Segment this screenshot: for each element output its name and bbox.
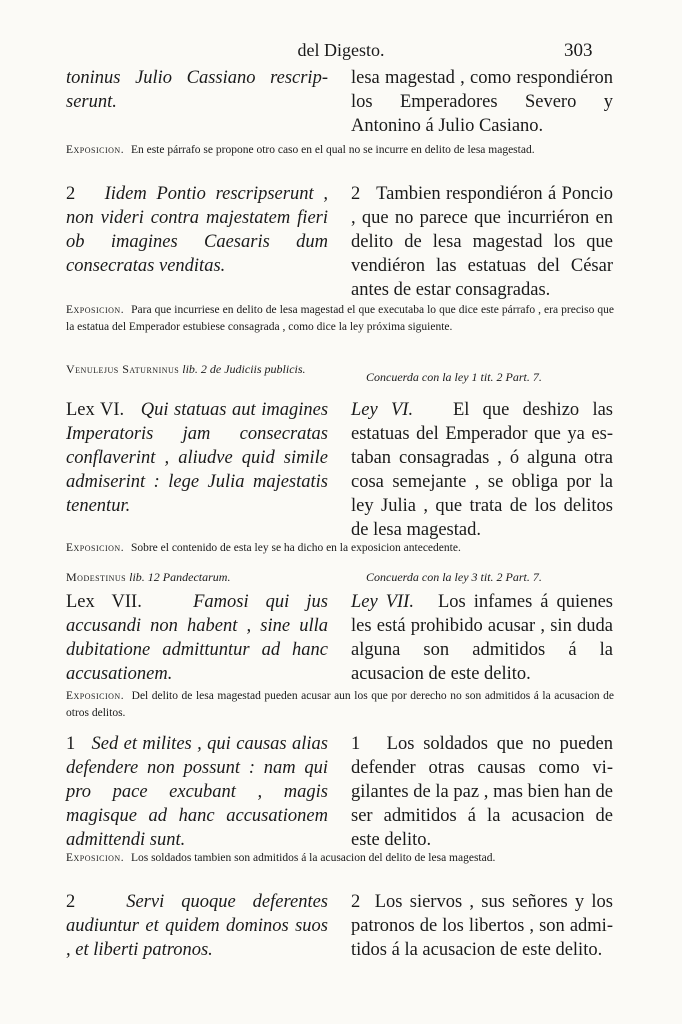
spanish-paragraph-2b <box>351 890 613 962</box>
latin-lex-vii <box>66 590 328 686</box>
exposicion-1 <box>66 142 614 159</box>
spanish-paragraph-1 <box>351 732 613 852</box>
source-work: lib. 12 Pandectarum. <box>129 570 231 584</box>
concordance-4: Concuerda con la ley 3 tit. 2 Part. 7. <box>366 570 542 584</box>
exposicion-text: Del delito de lesa magestad pueden acusar aun los que por derecho no son admitidos á la acusacion de otros delitos. <box>66 690 615 719</box>
latin-paragraph-1 <box>66 732 328 852</box>
exposicion-2 <box>66 302 614 336</box>
latin-lex-vi <box>66 398 328 518</box>
lex-label: Lex VII. <box>66 592 142 612</box>
ley-label: Ley VI. <box>351 400 414 420</box>
paragraph-number: 2 <box>66 184 76 204</box>
running-head: del Digesto. <box>297 40 385 60</box>
ley-label: Ley VII. <box>351 592 414 612</box>
latin-text: Sed et milites , qui causas alias defendere non possunt : nam qui pro pace excubant , magis magisque ad hanc accusationem admittendi sunt. <box>66 734 328 850</box>
paragraph-number: 1 <box>66 734 76 754</box>
paragraph-number: 1 <box>351 734 361 754</box>
latin-text: Qui statuas aut imagines Imperatoris jam consecratas conflaverint , aliudve quid simile admiserint : lege Julia majestatis tenentur. <box>66 400 329 516</box>
concordance-3: Concuerda con la ley 1 tit. 2 Part. 7. <box>366 370 542 384</box>
spanish-text: Los soldados que no pueden defender otras causas como vigilantes de la paz , mas bien han de ser admitidos á la acusacion de este delito. <box>351 734 613 850</box>
paragraph-number: 2 <box>351 184 361 204</box>
exposicion-3 <box>66 540 614 557</box>
spanish-ley-vi <box>351 398 613 542</box>
page-number: 303 <box>564 40 593 61</box>
spanish-text-block-1: lesa magestad , como respondiéron los Emperadores Severo y Antonino á Julio Casiano. <box>351 68 613 136</box>
exposicion-5 <box>66 850 614 867</box>
exposicion-label: Exposicion. <box>66 304 125 316</box>
spanish-paragraph-2 <box>351 182 613 302</box>
exposicion-label: Exposicion. <box>66 542 125 554</box>
source-author: Modestinus <box>66 570 127 584</box>
paragraph-number: 2 <box>66 892 76 912</box>
exposicion-text: En este párrafo se propone otro caso en el qual no se incurre en delito de lesa magestad. <box>130 144 535 156</box>
spanish-text: Los infames á quienes les está prohibido acusar , sin duda alguna son admitidos á la acusacion de este delito. <box>351 592 613 684</box>
exposicion-label: Exposicion. <box>66 690 125 702</box>
spanish-ley-vii <box>351 590 613 686</box>
latin-paragraph-2b <box>66 890 328 962</box>
latin-paragraph-2 <box>66 182 328 278</box>
spanish-text: Tambien respondiéron á Poncio , que no parece que incurriéron en delito de lesa magestad los que vendiéron las estatuas del César antes de estar consagradas. <box>351 184 613 300</box>
exposicion-label: Exposicion. <box>66 144 125 156</box>
lex-label: Lex VI. <box>66 400 125 420</box>
source-citation-3 <box>66 362 328 377</box>
latin-text: Famosi qui jus accusandi non habent , sine ulla dubitatione admittuntur ad hanc accusationem. <box>66 592 329 684</box>
source-citation-4 <box>66 570 328 585</box>
latin-text: Iidem Pontio rescripserunt , non videri contra majestatem fieri ob imagines Caesaris dum consecratas venditas. <box>66 184 328 276</box>
latin-text-block-1: toninus Julio Cassiano rescripserunt. <box>66 68 328 112</box>
source-author: Venulejus Saturninus <box>66 362 180 376</box>
exposicion-label: Exposicion. <box>66 852 125 864</box>
latin-text: Servi quoque deferentes audiuntur et quidem dominos suos , et liberti patronos. <box>66 892 329 960</box>
source-work: lib. 2 de Judiciis publicis. <box>182 362 306 376</box>
spanish-text: Los siervos , sus señores y los patronos de los libertos , son admitidos á la acusacion de este delito. <box>351 892 613 960</box>
exposicion-4 <box>66 688 614 722</box>
exposicion-text: Sobre el contenido de esta ley se ha dicho en la exposicion antecedente. <box>130 542 461 554</box>
spanish-text: El que deshizo las estatuas del Emperador que ya estaban consagradas , ó alguna otra cosa semejante , se obliga por la ley Julia , que trata de los delitos de lesa magestad. <box>351 400 613 540</box>
exposicion-text: Para que incurriese en delito de lesa magestad el que executaba lo que dice este párrafo , era preciso que la estatua del Emperador estubiese consagrada , como dice la ley próxima siguiente. <box>66 304 615 333</box>
exposicion-text: Los soldados tambien son admitidos á la acusacion del delito de lesa magestad. <box>130 852 496 864</box>
paragraph-number: 2 <box>351 892 361 912</box>
